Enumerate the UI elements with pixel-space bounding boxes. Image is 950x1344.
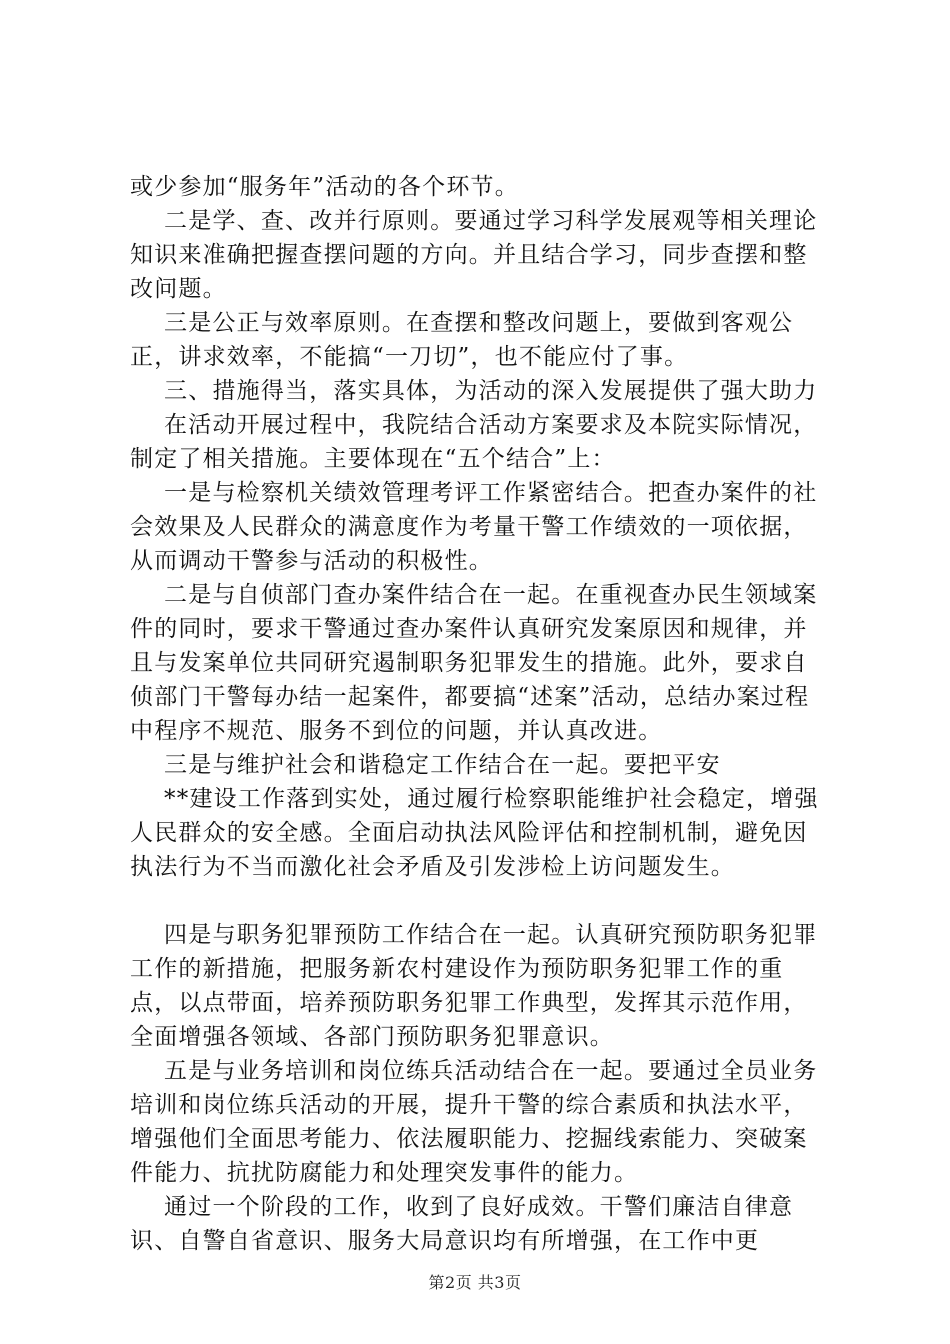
- paragraph-10: 四是与职务犯罪预防工作结合在一起。认真研究预防职务犯罪工作的新措施，把服务新农村建设作为预防职务犯罪工作的重点，以点带面，培养预防职务犯罪工作典型，发挥其示范作用，全面增强各领域、各部门预防职务犯罪意识。: [130, 922, 818, 1050]
- paragraph-9: **建设工作落到实处，通过履行检察职能维护社会稳定，增强人民群众的安全感。全面启动执法风险评估和控制机制，避免因执法行为不当而激化社会矛盾及引发涉检上访问题发生。: [130, 786, 819, 880]
- paragraph-6: 一是与检察机关绩效管理考评工作紧密结合。把查办案件的社会效果及人民群众的满意度作为考量干警工作绩效的一项依据，从而调动干警参与活动的积极性。: [130, 480, 818, 574]
- paragraph-3: 三是公正与效率原则。在查摆和整改问题上，要做到客观公正，讲求效率，不能搞“一刀切”，也不能应付了事。: [130, 310, 794, 370]
- paragraph-8: 三是与维护社会和谐稳定工作结合在一起。要把平安: [130, 752, 721, 778]
- paragraph-11: 五是与业务培训和岗位练兵活动结合在一起。要通过全员业务培训和岗位练兵活动的开展，提升干警的综合素质和执法水平，增强他们全面思考能力、依法履职能力、挖掘线索能力、突破案件能力、抗扰防腐能力和处理突发事件的能力。: [130, 1058, 818, 1186]
- section-heading-3: 三、措施得当，落实具体，为活动的深入发展提供了强大助力: [130, 378, 818, 404]
- document-body: [130, 170, 830, 1258]
- paragraph-1: 或少参加“服务年”活动的各个环节。: [130, 174, 519, 200]
- page-footer: 第2页 共3页: [428, 1273, 522, 1292]
- paragraph-7: 二是与自侦部门查办案件结合在一起。在重视查办民生领域案件的同时，要求干警通过查办案件认真研究发案原因和规律，并且与发案单位共同研究遏制职务犯罪发生的措施。此外，要求自侦部门干警每办结一起案件，都要搞“述案”活动，总结办案过程中程序不规范、服务不到位的问题，并认真改进。: [130, 582, 818, 744]
- paragraph-2: 二是学、查、改并行原则。要通过学习科学发展观等相关理论知识来准确把握查摆问题的方向。并且结合学习，同步查摆和整改问题。: [130, 208, 818, 302]
- blank-line: [130, 884, 830, 918]
- paragraph-12: 通过一个阶段的工作，收到了良好成效。干警们廉洁自律意识、自警自省意识、服务大局意识均有所增强，在工作中更: [130, 1194, 794, 1254]
- paragraph-5: 在活动开展过程中，我院结合活动方案要求及本院实际情况，制定了相关措施。主要体现在“五个结合”上：: [130, 412, 818, 472]
